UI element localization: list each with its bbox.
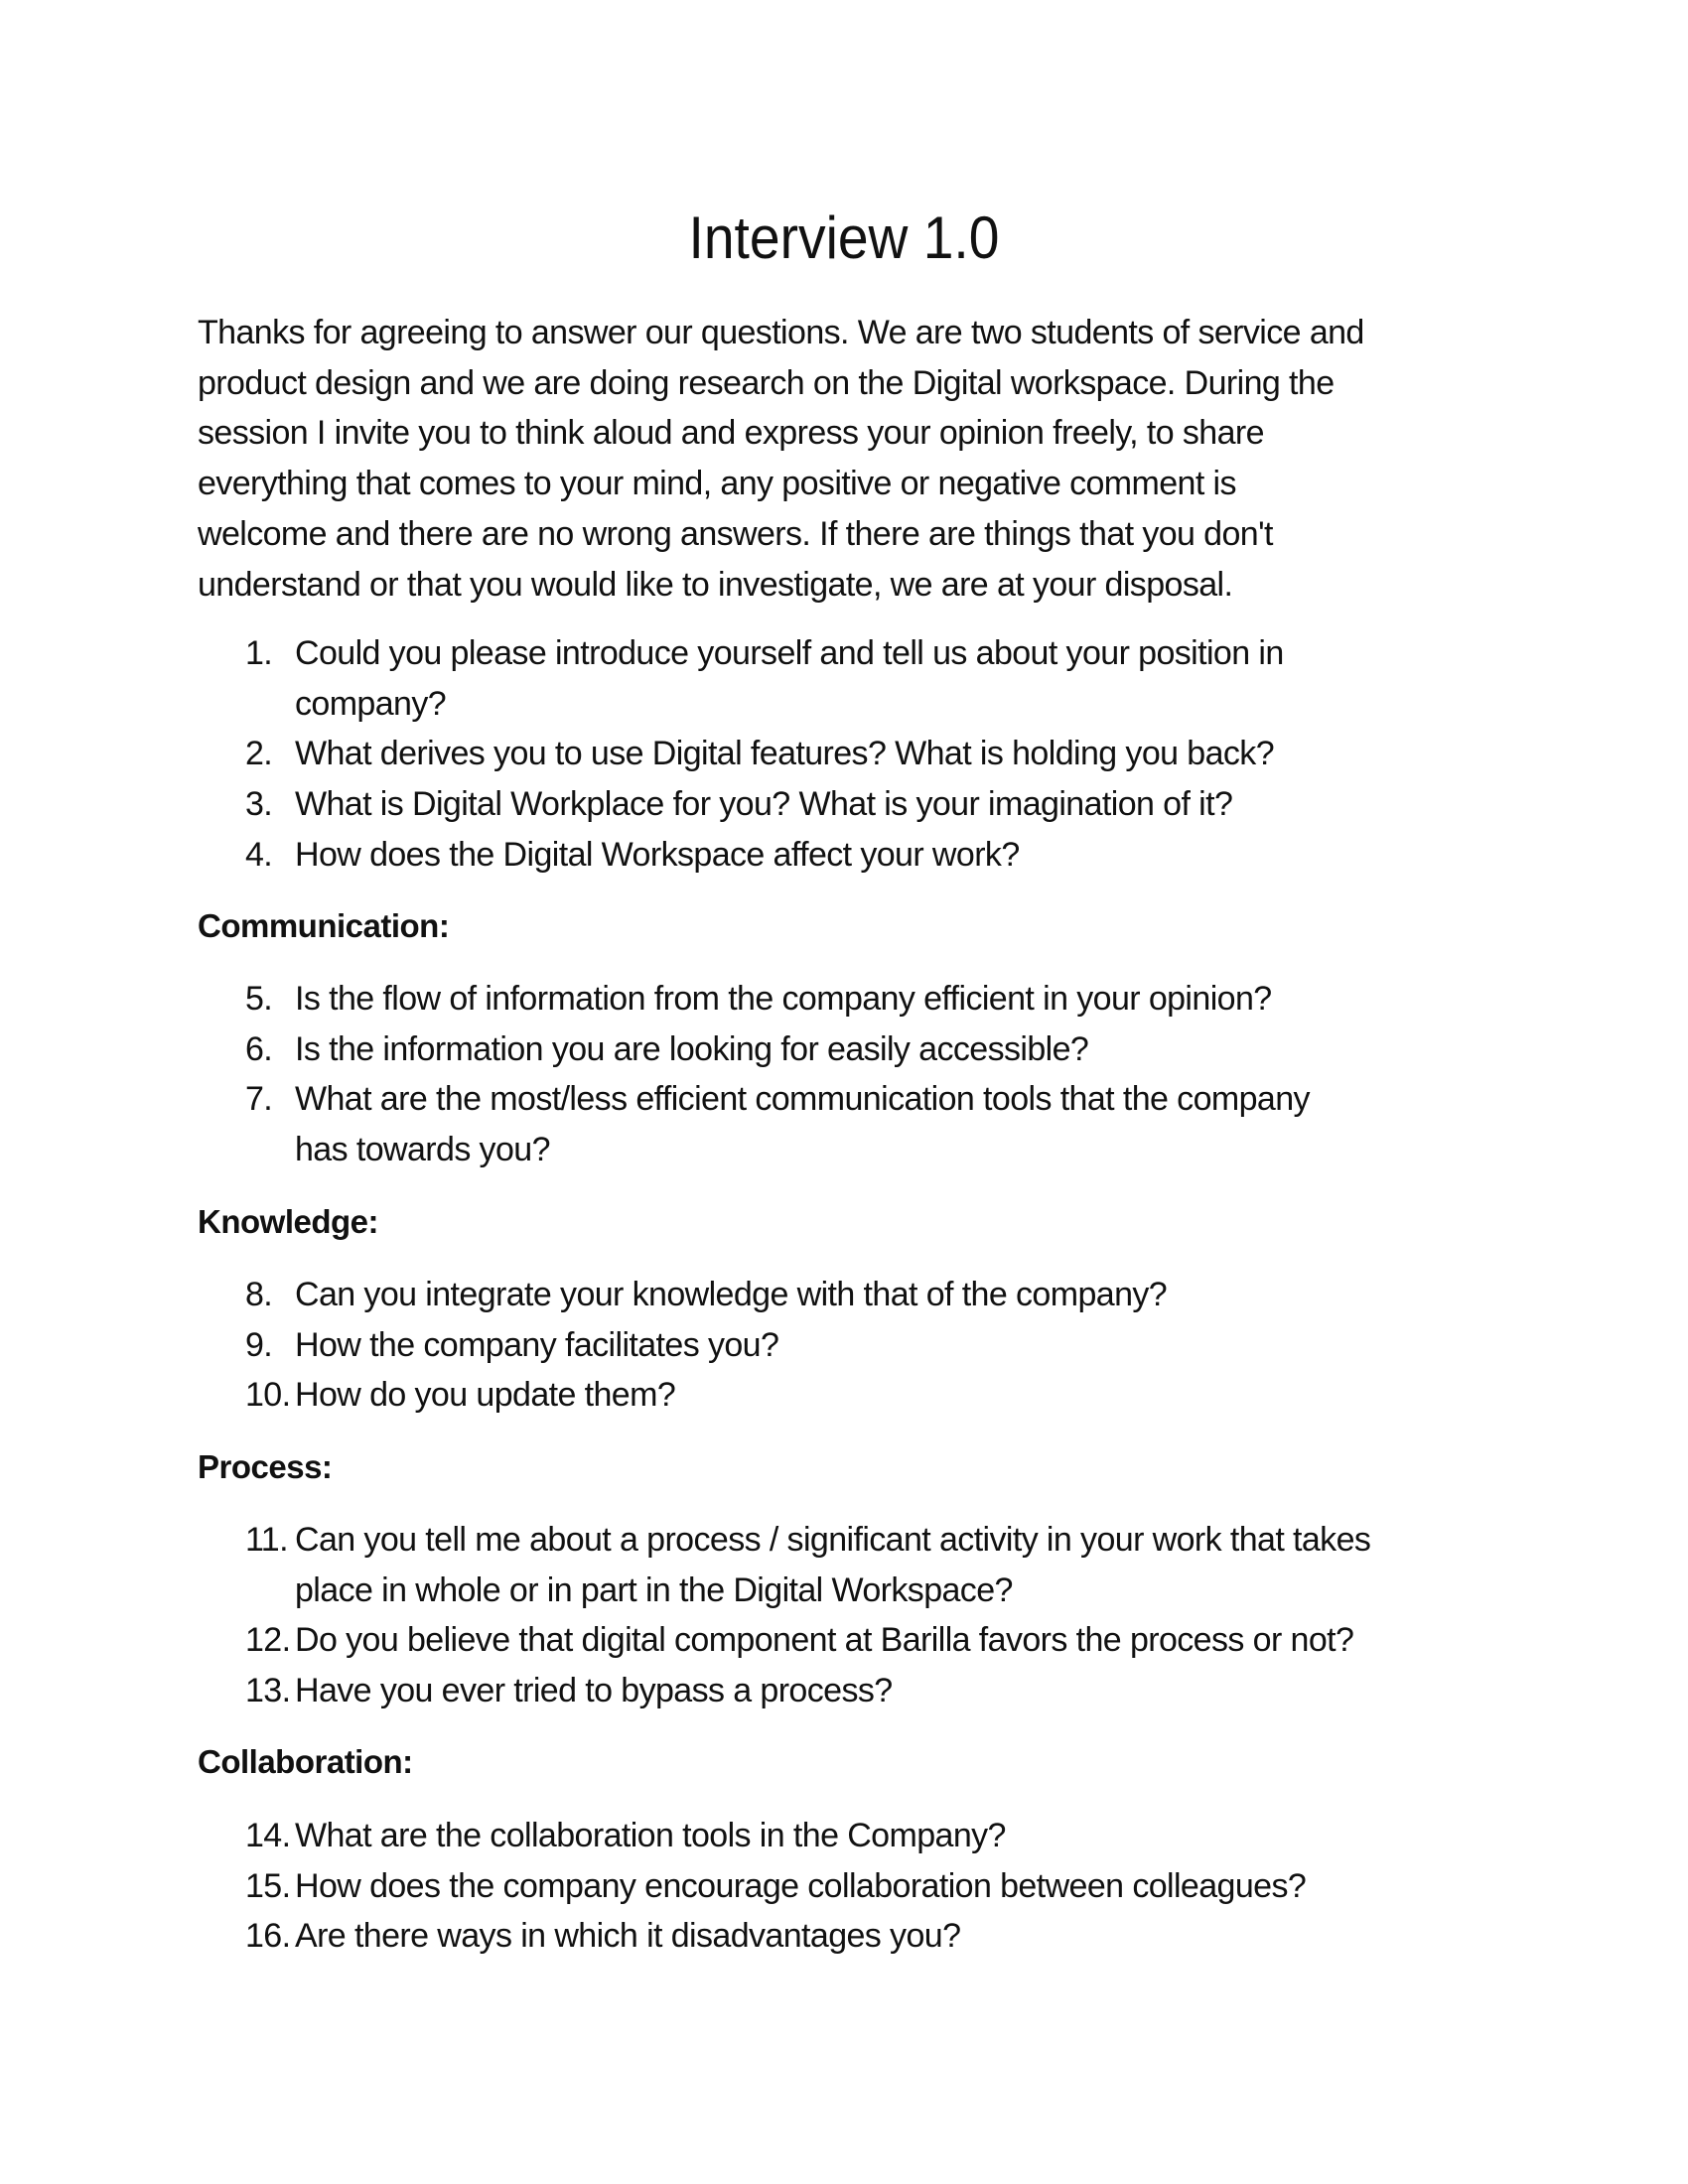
question-text [295, 628, 1589, 729]
question-item [0, 830, 1589, 881]
question-line: has towards you? [295, 1131, 550, 1169]
question-item [0, 1615, 1589, 1666]
section-heading-process: Process: [198, 1448, 333, 1485]
question-text [295, 1615, 1589, 1666]
question-number: 4. [245, 835, 273, 874]
question-number: 12. [245, 1621, 291, 1660]
question-text [295, 1861, 1589, 1912]
question-item [0, 1911, 1589, 1962]
question-line: Is the information you are looking for easily accessible? [295, 1029, 1089, 1068]
question-number: 7. [245, 1080, 273, 1119]
question-number: 13. [245, 1672, 291, 1710]
question-line: How the company facilitates you? [295, 1325, 779, 1364]
question-text [295, 830, 1589, 881]
intro-line: product design and we are doing research on the Digital workspace. During the [198, 363, 1335, 402]
question-item [0, 1515, 1589, 1615]
question-item [0, 1074, 1589, 1174]
question-item [0, 1370, 1589, 1421]
question-number: 11. [245, 1521, 288, 1559]
question-text [295, 1320, 1589, 1371]
question-item [0, 1270, 1589, 1320]
question-text [295, 729, 1589, 779]
question-text [295, 1515, 1589, 1615]
question-item [0, 1320, 1589, 1371]
question-line: What are the most/less efficient communication tools that the company [295, 1080, 1310, 1119]
question-line: How do you update them? [295, 1376, 676, 1415]
question-line: What is Digital Workplace for you? What is your imagination of it? [295, 785, 1233, 824]
question-line: place in whole or in part in the Digital Workspace? [295, 1570, 1013, 1609]
question-line: How does the Digital Workspace affect your work? [295, 835, 1020, 874]
question-line: What derives you to use Digital features? What is holding you back? [295, 735, 1275, 773]
general-question-list [0, 628, 1589, 881]
question-text [295, 974, 1589, 1024]
question-line: Could you please introduce yourself and tell us about your position in [295, 634, 1284, 672]
question-text [295, 1370, 1589, 1421]
section-heading-collaboration: Collaboration: [198, 1743, 413, 1780]
question-text [295, 1270, 1589, 1320]
question-item [0, 1811, 1589, 1861]
question-item [0, 779, 1589, 830]
question-number: 9. [245, 1325, 273, 1364]
knowledge-question-list [0, 1270, 1589, 1421]
question-text [295, 779, 1589, 830]
question-item [0, 974, 1589, 1024]
question-item [0, 1666, 1589, 1716]
question-line: What are the collaboration tools in the Company? [295, 1817, 1006, 1854]
question-item [0, 1024, 1589, 1075]
intro-line: understand or that you would like to investigate, we are at your disposal. [198, 565, 1233, 604]
intro-line: session I invite you to think aloud and express your opinion freely, to share [198, 414, 1264, 453]
question-text [295, 1074, 1589, 1174]
question-number: 15. [245, 1866, 291, 1905]
question-number: 10. [245, 1376, 291, 1415]
process-question-list [0, 1515, 1589, 1716]
question-line: company? [295, 684, 447, 723]
question-number: 16. [245, 1917, 291, 1956]
document-title: Interview 1.0 [688, 205, 1000, 271]
question-item [0, 729, 1589, 779]
section-heading-communication: Communication: [198, 907, 450, 944]
question-number: 1. [245, 634, 273, 672]
question-text [295, 1911, 1589, 1962]
collaboration-question-list [0, 1811, 1589, 1962]
intro-paragraph [198, 308, 1518, 610]
question-number: 14. [245, 1817, 291, 1854]
question-line: Do you believe that digital component at Barilla favors the process or not? [295, 1621, 1354, 1660]
question-line: Have you ever tried to bypass a process? [295, 1672, 893, 1710]
question-number: 8. [245, 1276, 273, 1313]
question-item [0, 628, 1589, 729]
question-text [295, 1666, 1589, 1716]
intro-line: welcome and there are no wrong answers. If there are things that you don't [198, 514, 1273, 553]
question-line: Can you tell me about a process / significant activity in your work that takes [295, 1521, 1371, 1559]
intro-line: everything that comes to your mind, any positive or negative comment is [198, 465, 1236, 503]
question-text [295, 1024, 1589, 1075]
question-line: Are there ways in which it disadvantages you? [295, 1917, 961, 1956]
question-line: How does the company encourage collaboration between colleagues? [295, 1866, 1307, 1905]
question-number: 6. [245, 1029, 273, 1068]
question-text [295, 1811, 1589, 1861]
question-number: 5. [245, 980, 273, 1018]
intro-line: Thanks for agreeing to answer our questions. We are two students of service and [198, 314, 1364, 351]
question-number: 2. [245, 735, 273, 773]
question-line: Can you integrate your knowledge with that of the company? [295, 1276, 1168, 1313]
section-heading-knowledge: Knowledge: [198, 1203, 378, 1240]
communication-question-list [0, 974, 1589, 1175]
question-number: 3. [245, 785, 273, 824]
question-item [0, 1861, 1589, 1912]
question-line: Is the flow of information from the company efficient in your opinion? [295, 980, 1272, 1018]
